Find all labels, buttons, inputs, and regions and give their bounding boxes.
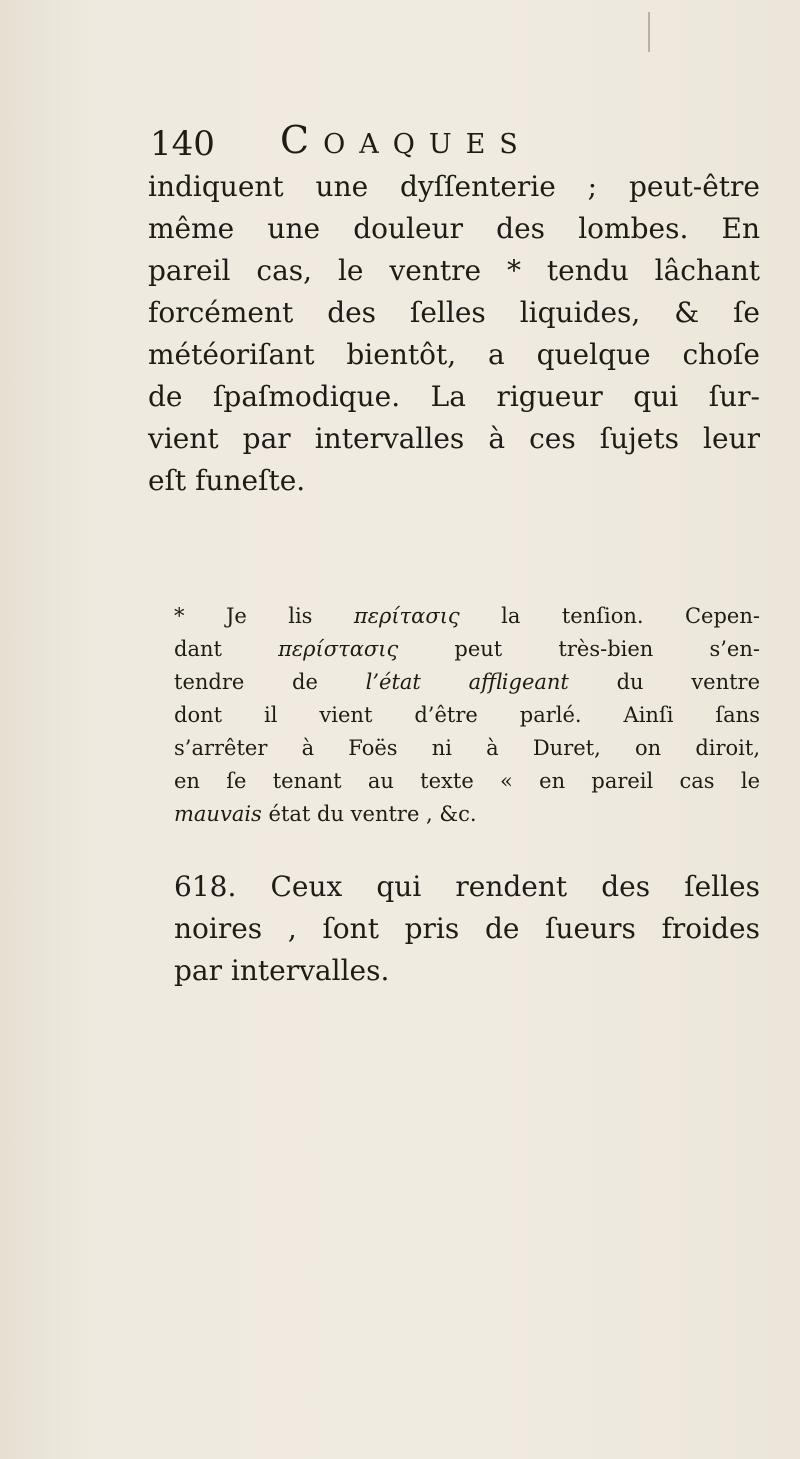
text-line: noires , ſont pris de ſueurs froides: [174, 912, 760, 945]
footnote-line: [148, 633, 760, 666]
text-line: 618. Ceux qui rendent des ſelles: [174, 870, 760, 903]
footnote-line: dont il vient d’être parlé. Ainſi ſans: [174, 703, 760, 727]
page-edge-mark: [648, 12, 650, 52]
text-line: de ſpaſmodique. La rigueur qui ſur-: [148, 380, 760, 413]
footnote-line: s’arrêter à Foës ni à Duret, on diroit,: [174, 736, 760, 760]
page-header: [150, 118, 750, 164]
footnote-text: du ventre: [568, 670, 760, 694]
text-line: eſt funeſte.: [148, 464, 306, 497]
greek-word: περίστασις: [278, 637, 399, 661]
footnote-text: * Je lis: [174, 604, 354, 628]
text-line: météoriſant bientôt, a quelque choſe: [148, 338, 760, 371]
text-line: par intervalles.: [174, 954, 390, 987]
main-paragraph: [148, 166, 760, 502]
footnote-text: état du ventre , &c.: [261, 802, 477, 826]
footnote-line: [148, 600, 760, 633]
footnote-text: la tenſion. Cepen-: [459, 604, 760, 628]
footnote-text: tendre de: [174, 670, 366, 694]
footnote-text: peut très-bien s’en-: [398, 637, 760, 661]
text-line: même une douleur des lombes. En: [148, 212, 760, 245]
page-number: 140: [150, 124, 215, 164]
footnote: [148, 600, 760, 831]
text-line: vient par intervalles à ces ſujets leur: [148, 422, 760, 455]
text-line: indiquent une dyſſenterie ; peut-être: [148, 170, 760, 203]
italic-phrase: l’état affligeant: [365, 670, 569, 694]
footnote-text: dant: [174, 637, 279, 661]
footnote-line: en ſe tenant au texte « en pareil cas le: [174, 769, 760, 793]
text-line: forcément des ſelles liquides, & ſe: [148, 296, 760, 329]
footnote-line: [148, 798, 760, 831]
text-line: pareil cas, le ventre * tendu lâchant: [148, 254, 760, 287]
italic-word: mauvais: [174, 802, 262, 826]
greek-word: περίτασις: [353, 604, 460, 628]
running-title: Coaques: [280, 118, 532, 162]
footnote-line: [148, 666, 760, 699]
aphorism-618: [148, 866, 760, 992]
